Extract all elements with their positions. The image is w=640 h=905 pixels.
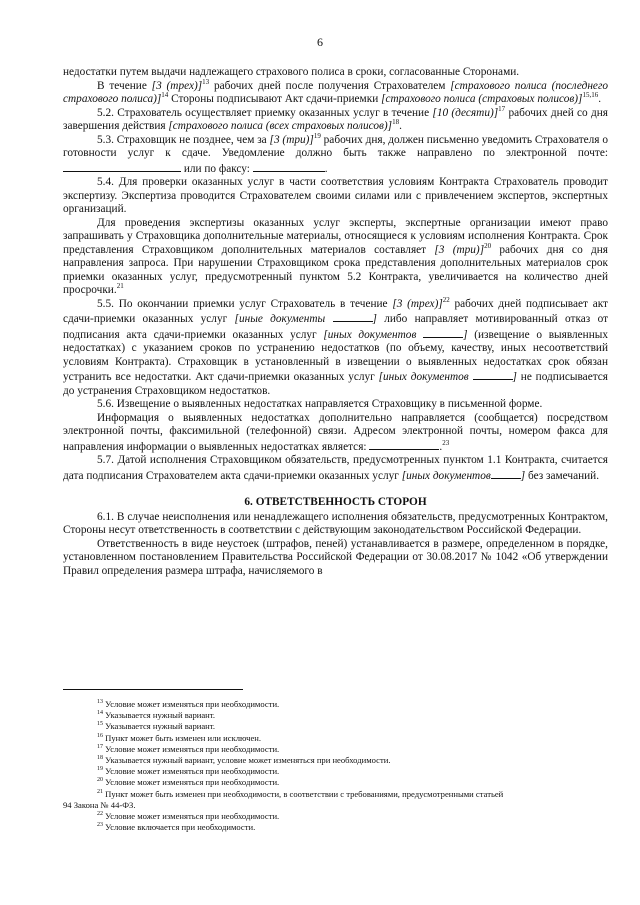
documents-blank [333, 311, 373, 322]
paragraph-6-1: 6.1. В случае неисполнения или ненадлежащего исполнения обязательств, предусмотренных Контрактом, Стороны несут ответственность в соответствии с действующим законодательством Российской Федерации. [63, 510, 608, 536]
footnote-ref: 13 [202, 77, 210, 86]
footnote-ref: 19 [313, 131, 321, 140]
email-blank [63, 161, 181, 172]
paragraph-expertise: Для проведения экспертизы оказанных услуг эксперты, экспертные организации имеют право запрашивать у Страховщика дополнительные материалы, относящиеся к условиям исполнения Контракта. Срок представления Страховщиком дополнительных материалов составляет [3 (три)]$^{20}$ рабочих дня со дня направления запроса. При нарушении Страховщиком срока представления дополнительных материалов срок приемки оказанных услуг, предусмотренный пунктом 5.2 Контракта, увеличивается на количество дней просрочки.$^{21}$ [63, 216, 608, 296]
contact-blank [369, 439, 439, 450]
footnote-item: $^{22}$ Условие может изменяться при необходимости. [97, 811, 280, 822]
paragraph-acceptance-act: В течение [3 (трех)]$^{13}$ рабочих дней после получения Страхователем [страхового полиса (последнего страхового полиса)]$^{14}$ Стороны подписывают Акт сдачи-приемки [страхового полиса (страховых полисов)]$^{15,16}$. [63, 77, 608, 105]
footnote-ref: 17 [498, 104, 506, 113]
paragraph-5-4: 5.4. Для проверки оказанных услуг в части соответствия условиям Контракта Страхователь проводит экспертизу. Экспертиза проводится Страхователем своими силами или с привлечением экспертов, экспертных организаций. [63, 176, 608, 215]
paragraph-5-7: 5.7. Датой исполнения Страховщиком обязательств, предусмотренных пунктом 1.1 Контракта, считается дата подписания Страхователем акта сдачи-приемки оказанных услуг [иных документов ] без замечаний. [63, 454, 608, 482]
paragraph-5-2: 5.2. Страхователь осуществляет приемку оказанных услуг в течение [10 (десяти)]$^{17}$ рабочих дней со дня завершения действия [страхового полиса (всех страховых полисов)]$^{18}$. [63, 104, 608, 132]
footnote-item: $^{23}$ Условие включается при необходимости. [97, 822, 256, 833]
footnote-item: $^{15}$ Указывается нужный вариант. [97, 721, 216, 732]
paragraph-liability: Ответственность в виде неустоек (штрафов, пеней) устанавливается в размере, определенном в порядке, установленном постановлением Правительства Российской Федерации от 30.08.2017 № 1042 «Об утверждении Правил определения размера штрафа, начисляемого в [63, 537, 608, 577]
paragraph-notice-info: Информация о выявленных недостатках дополнительно направляется (сообщается) посредством электронной почты, факсимильной (телефонной) связи. Адресом электронной почты, номером факса для направления информации о выявленных недостатках является: .$^{23}$ [63, 411, 608, 453]
document-body [63, 66, 608, 578]
fax-blank [253, 161, 325, 172]
footnote-ref: 23 [442, 438, 450, 447]
footnote-item: $^{17}$ Условие может изменяться при необходимости. [97, 743, 280, 754]
footnote-ref: 14 [161, 91, 169, 100]
paragraph-continuation: недостатки путем выдачи надлежащего страхового полиса в сроки, согласованные Сторонами. [63, 66, 520, 78]
footnote-ref: 21 [116, 282, 124, 291]
footnote-item: $^{16}$ Пункт может быть изменен или исключен. [97, 732, 262, 743]
footnote-ref: 18 [392, 118, 400, 127]
footnote-divider [63, 689, 243, 690]
footnote-ref: 20 [484, 241, 492, 250]
footnote-item: $^{14}$ Указывается нужный вариант. [97, 710, 216, 721]
footnote-ref: 15,16 [582, 91, 599, 100]
section-heading: 6. ОТВЕТСТВЕННОСТЬ СТОРОН [244, 496, 427, 508]
footnote-item: $^{19}$ Условие может изменяться при необходимости. [97, 766, 280, 777]
paragraph-5-5: 5.5. По окончании приемки услуг Страхователь в течение [3 (трех)]$^{22}$ рабочих дней подписывает акт сдачи-приемки оказанных услуг [иные документы ] либо направляет мотивированный отказ от подписания акта сдачи-приемки оказанных услуг [иных документов ] (извещение о выявленных недостатках) с указанием сроков по устранению недостатков (по объему, качеству, иных несоответствий условиям Контракта). Страховщик в установленный в извещении о выявленных недостатках срок обязан устранить все недостатки. Акт сдачи-приемки оказанных услуг [иных документов ] не подписывается до устранения Страховщиком недостатков. [63, 295, 609, 397]
page-number: 6 [317, 35, 323, 49]
footnote-item: $^{21}$ Пункт может быть изменен при необходимости, в соответствии с требованиями, предусмотренными статьей [97, 788, 504, 799]
footnote-item: $^{18}$ Указывается нужный вариант, условие может изменяться при необходимости. [97, 755, 391, 766]
footnotes [63, 689, 608, 833]
footnote-item-continuation: 94 Закона № 44-ФЗ. [63, 799, 136, 810]
paragraph-5-3: 5.3. Страховщик не позднее, чем за [3 (три)]$^{19}$ рабочих дня, должен письменно уведомить Страхователя о готовности услуг к сдаче. Уведомление должно быть также направлено по электронной почте: или по факсу: . [63, 131, 608, 175]
footnote-item: $^{20}$ Условие может изменяться при необходимости. [97, 777, 280, 788]
documents-blank [473, 369, 513, 380]
paragraph-5-6: 5.6. Извещение о выявленных недостатках направляется Страховщику в письменной форме. [97, 398, 543, 410]
documents-blank [491, 468, 521, 479]
footnote-item: $^{13}$ Условие может изменяться при необходимости. [97, 699, 280, 709]
documents-blank [423, 327, 463, 338]
footnote-ref: 22 [442, 295, 450, 304]
